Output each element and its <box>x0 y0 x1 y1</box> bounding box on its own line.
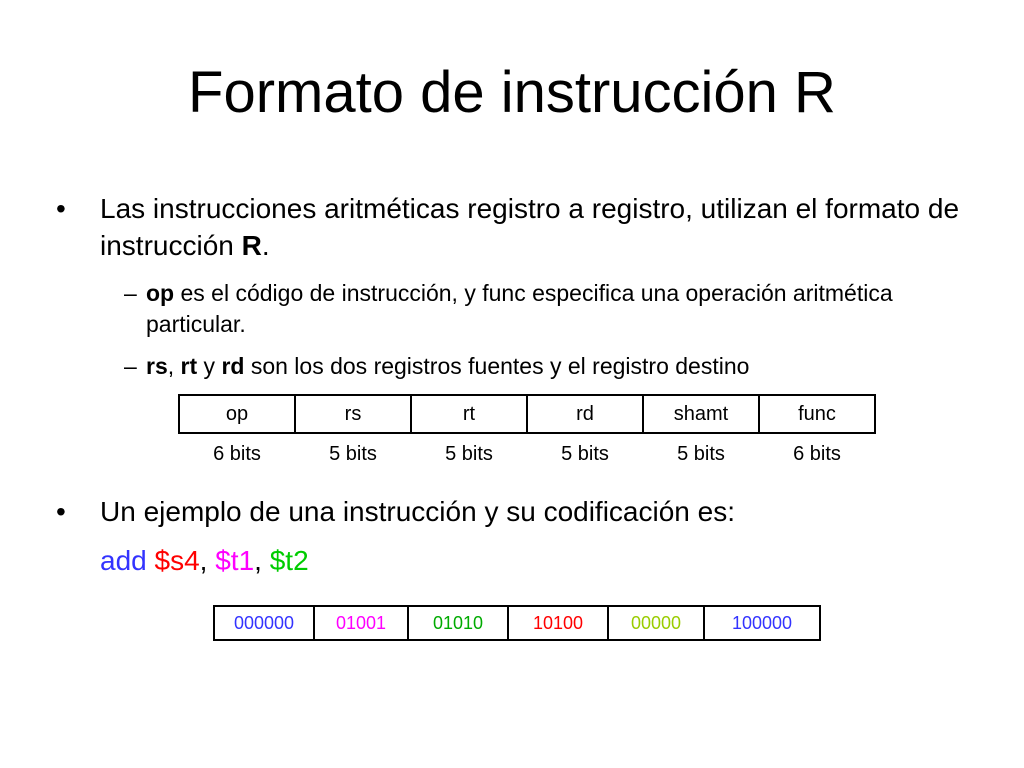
enc-rd: 10100 <box>508 606 608 640</box>
instr-comma: , <box>199 545 208 576</box>
subbullet-rs: rs <box>146 353 168 379</box>
instr-op: add <box>100 545 147 576</box>
enc-op: 000000 <box>214 606 314 640</box>
enc-shamt: 00000 <box>608 606 704 640</box>
example-instruction <box>100 542 309 579</box>
instr-comma: , <box>254 545 262 576</box>
subbullet-rd: rd <box>221 353 245 379</box>
field-rs: rs <box>295 395 411 433</box>
enc-rt: 01010 <box>408 606 508 640</box>
enc-func: 100000 <box>704 606 820 640</box>
bullet-marker: • <box>56 496 66 527</box>
encoding-row <box>214 606 820 640</box>
field-func: func <box>759 395 875 433</box>
slide-title: Formato de instrucción R <box>188 60 836 125</box>
size-rd: 5 bits <box>561 442 609 465</box>
bullet-text-main: Las instrucciones aritméticas registro a registro, utilizan el formato de instrucción <box>100 193 960 261</box>
subbullet-text <box>146 351 946 382</box>
size-func: 6 bits <box>793 442 841 465</box>
subbullet-marker: – <box>124 353 137 379</box>
bullet-text: Un ejemplo de una instrucción y su codificación es: <box>100 496 736 527</box>
field-op: op <box>179 395 295 433</box>
bullet-text-end: . <box>261 230 270 261</box>
instr-arg-t1: $t1 <box>215 545 255 576</box>
bullet-marker: • <box>56 193 66 224</box>
size-op: 6 bits <box>213 442 261 465</box>
size-rt: 5 bits <box>445 442 493 465</box>
subbullet-text <box>146 278 946 340</box>
field-row <box>179 395 875 433</box>
size-row <box>179 433 875 474</box>
subbullet-rt: rt <box>180 353 198 379</box>
subbullet-sep: y <box>197 353 222 379</box>
field-rt: rt <box>411 395 527 433</box>
enc-rs: 01001 <box>314 606 408 640</box>
size-rs: 5 bits <box>329 442 377 465</box>
subbullet-marker: – <box>124 280 137 306</box>
size-shamt: 5 bits <box>677 442 725 465</box>
subbullet-bold: op <box>146 280 175 306</box>
bullet-text-bold: R <box>241 230 262 261</box>
bullet-text <box>100 190 960 264</box>
subbullet-main: son los dos registros fuentes y el registro destino <box>244 353 750 379</box>
subbullet-sep: , <box>167 353 181 379</box>
instr-arg-s4: $s4 <box>154 545 200 576</box>
subbullet-main: es el código de instrucción, y func especifica una operación aritmética particular. <box>146 280 893 337</box>
instr-arg-t2: $t2 <box>269 545 309 576</box>
field-shamt: shamt <box>643 395 759 433</box>
field-rd: rd <box>527 395 643 433</box>
r-format-table <box>178 394 876 474</box>
encoding-table <box>213 605 821 641</box>
